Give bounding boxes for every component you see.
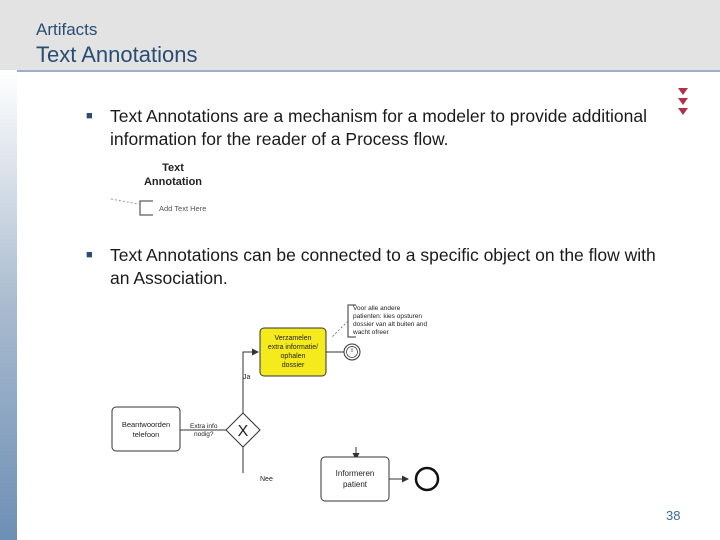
arrow-down-icon xyxy=(678,108,688,115)
section-label: Artifacts xyxy=(36,20,98,39)
annotation-placeholder: Add Text Here xyxy=(159,204,207,213)
task-label: ophalen xyxy=(280,353,306,360)
gateway-label: nodig? xyxy=(194,431,214,438)
bullet-text: Text Annotations are a mechanism for a modeler to provide additional information for the reader of a Process flow. xyxy=(110,106,647,149)
end-event-icon xyxy=(416,468,438,490)
header-band xyxy=(0,0,720,70)
bpmn-diagram xyxy=(100,295,460,515)
annotation-label-line1: Text xyxy=(162,162,184,174)
bullet-text: Text Annotations can be connected to a specific object on the flow with an Association. xyxy=(110,245,656,288)
note-line: patienten: kies opsturen xyxy=(353,313,423,320)
task-informeren xyxy=(321,457,389,501)
arrow-down-icon xyxy=(678,88,688,95)
task-beantwoorden xyxy=(112,407,180,451)
bullet-square-icon: ■ xyxy=(86,110,93,122)
arrow-down-icon xyxy=(678,98,688,105)
task-label: Beantwoorden xyxy=(121,420,171,429)
left-gradient-bar xyxy=(0,70,17,540)
annotation-label-line2: Annotation xyxy=(143,176,203,188)
task-label: dossier xyxy=(281,362,305,369)
flow-line xyxy=(243,352,258,415)
no-label: Nee xyxy=(260,476,273,483)
note-line: dossier van alt buiten and xyxy=(353,321,428,328)
task-label: Informeren xyxy=(335,469,375,478)
task-label: extra informatie/ xyxy=(267,344,319,351)
bullet-square-icon: ■ xyxy=(86,249,93,261)
task-label: Verzamelen xyxy=(274,335,312,342)
note-line: Voor alle andere xyxy=(353,305,401,312)
task-label: telefoon xyxy=(132,430,160,439)
annotation-bracket xyxy=(140,201,153,215)
gateway-symbol: X xyxy=(237,423,249,440)
text-annotation-example xyxy=(105,158,225,218)
page-number: 38 xyxy=(666,508,681,523)
gateway-label: Extra info xyxy=(190,423,218,430)
header-divider xyxy=(0,70,720,72)
yes-label: Ja xyxy=(243,374,251,381)
note-line: wacht ofreer xyxy=(353,329,389,336)
association-line xyxy=(332,321,348,337)
task-label: patient xyxy=(342,480,368,489)
page-title: Text Annotations xyxy=(36,42,198,67)
association-line xyxy=(111,199,139,204)
nav-arrows-icon xyxy=(678,88,690,118)
